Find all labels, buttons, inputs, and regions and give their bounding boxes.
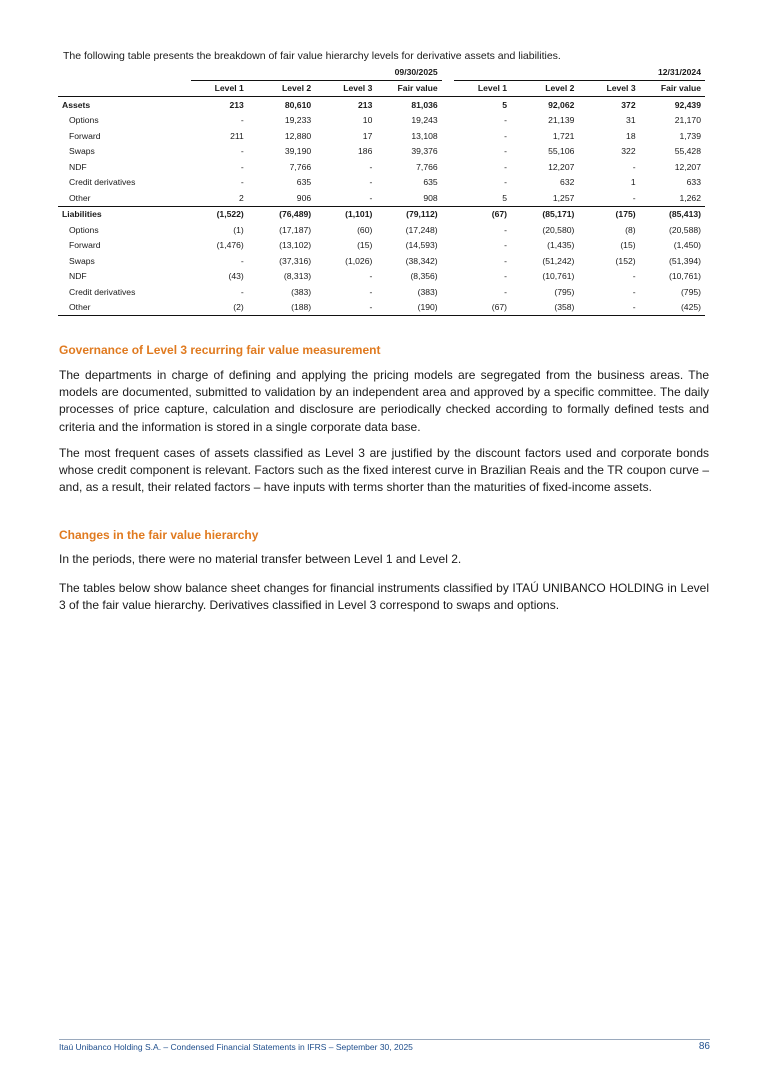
- table-cell: 213: [358, 99, 373, 110]
- column-header: Level 2: [248, 80, 315, 97]
- table-cell: -: [369, 286, 373, 297]
- table-cell: (85,413): [640, 206, 705, 222]
- table-cell: (17,187): [279, 224, 312, 235]
- table-cell: -: [578, 300, 639, 316]
- column-gap: [442, 253, 454, 269]
- table-cell: 81,036: [411, 99, 438, 110]
- table-cell: 10: [362, 115, 373, 126]
- table-cell: -: [504, 240, 508, 251]
- column-gap: [442, 128, 454, 144]
- table-cell: (2): [191, 300, 248, 316]
- table-cell: (1): [233, 224, 244, 235]
- footer-text: Itaú Unibanco Holding S.A. – Condensed Financial Statements in IFRS – September 30, 2025: [59, 1042, 413, 1052]
- table-cell: 635: [423, 177, 438, 188]
- table-cell: (152): [615, 255, 636, 266]
- table-cell: (795): [680, 286, 701, 297]
- table-cell: 39,190: [284, 146, 312, 157]
- table-cell: 19,243: [411, 115, 438, 126]
- table-row: [58, 206, 705, 222]
- table-row: [58, 128, 705, 144]
- table-cell: -: [240, 146, 244, 157]
- table-cell: -: [240, 286, 244, 297]
- column-gap: [442, 190, 454, 206]
- table-cell: -: [504, 177, 508, 188]
- table-cell: (20,588): [668, 224, 701, 235]
- table-cell: (14,593): [405, 240, 438, 251]
- table-cell: 635: [296, 177, 312, 188]
- table-cell: 7,766: [416, 161, 438, 172]
- table-cell: (8,356): [410, 271, 438, 282]
- table-cell: -: [504, 130, 508, 141]
- column-gap: [442, 300, 454, 316]
- table-cell: 211: [230, 130, 244, 141]
- table-cell: (85,171): [511, 206, 578, 222]
- column-header: Level 3: [578, 80, 639, 97]
- row-label: NDF: [69, 161, 87, 172]
- page-number: 86: [698, 1041, 710, 1052]
- table-cell: -: [240, 177, 244, 188]
- table-cell: (10,761): [668, 271, 701, 282]
- table-cell: (358): [511, 300, 578, 316]
- period-header-2: 12/31/2024: [454, 64, 705, 80]
- table-cell: (51,394): [668, 255, 701, 266]
- table-row: [58, 222, 705, 238]
- table-cell: 17: [362, 130, 373, 141]
- table-cell: 1,721: [552, 130, 575, 141]
- table-cell: (20,580): [542, 224, 575, 235]
- table-cell: (795): [554, 286, 575, 297]
- table-cell: 55,428: [674, 146, 701, 157]
- table-cell: 12,880: [284, 130, 312, 141]
- table-cell: 633: [686, 177, 701, 188]
- table-cell: (51,242): [542, 255, 575, 266]
- table-cell: -: [504, 286, 508, 297]
- table-cell: 632: [560, 177, 575, 188]
- governance-paragraph-2: The most frequent cases of assets classified as Level 3 are justified by the discount factors used and corporate bonds whose credit component is relevant. Factors such as the fixed interest curve in Brazilian Reais and the TR coupon curve – and, as a result, their related factors – have inputs with terms shorter than the maturities of fixed-income assets.: [59, 446, 709, 495]
- column-header: Level 2: [511, 80, 578, 97]
- table-cell: 92,439: [674, 99, 701, 110]
- table-cell: -: [504, 115, 508, 126]
- governance-paragraph-1: The departments in charge of defining and applying the pricing models are segregated from the business areas. The models are documented, submitted to validation by an independent area and approved by a specific committee. The daily processes of price capture, calculation and disclosure are periodically checked according to formally defined tests and criteria and the information is stored in a single corporate data base.: [59, 368, 709, 434]
- table-cell: 2: [239, 192, 244, 203]
- table-cell: 18: [626, 130, 636, 141]
- table-cell: 7,766: [289, 161, 312, 172]
- table-cell: -: [315, 300, 376, 316]
- table-cell: (17,248): [405, 224, 438, 235]
- table-row: [58, 238, 705, 254]
- table-cell: -: [632, 271, 636, 282]
- column-header: Level 1: [191, 80, 248, 97]
- table-cell: (67): [454, 300, 511, 316]
- table-cell: (10,761): [542, 271, 575, 282]
- table-cell: (79,112): [376, 206, 441, 222]
- table-intro: The following table presents the breakdown of fair value hierarchy levels for derivative assets and liabilities.: [63, 50, 561, 62]
- row-label: Forward: [69, 240, 101, 251]
- table-cell: (1,522): [191, 206, 248, 222]
- column-gap: [442, 159, 454, 175]
- table-row: [58, 284, 705, 300]
- row-label: Other: [69, 192, 91, 203]
- row-label: Forward: [69, 130, 101, 141]
- table-cell: (37,316): [279, 255, 312, 266]
- table-cell: 5: [502, 99, 508, 110]
- column-gap: [442, 97, 454, 113]
- table-cell: -: [504, 161, 508, 172]
- table-cell: 80,610: [284, 99, 312, 110]
- table-cell: 908: [423, 192, 438, 203]
- table-cell: (67): [454, 206, 511, 222]
- row-label: Credit derivatives: [69, 286, 136, 297]
- column-header: Fair value: [640, 80, 705, 97]
- footer-divider: [59, 1039, 710, 1040]
- table-cell: (188): [248, 300, 315, 316]
- table-cell: -: [240, 115, 244, 126]
- column-gap: [442, 284, 454, 300]
- row-label: Assets: [62, 99, 91, 110]
- column-header: Fair value: [376, 80, 441, 97]
- table-cell: (383): [291, 286, 312, 297]
- table-cell: (15): [357, 240, 373, 251]
- table-cell: 1,262: [679, 192, 701, 203]
- table-cell: -: [632, 286, 636, 297]
- governance-heading: Governance of Level 3 recurring fair value measurement: [59, 343, 381, 357]
- table-cell: (1,450): [673, 240, 701, 251]
- table-cell: -: [504, 146, 508, 157]
- table-cell: (13,102): [279, 240, 312, 251]
- table-cell: (76,489): [248, 206, 315, 222]
- row-label: Options: [69, 115, 99, 126]
- table-cell: 12,207: [674, 161, 701, 172]
- table-cell: 213: [229, 99, 244, 110]
- table-row: [58, 97, 705, 113]
- table-cell: -: [632, 161, 636, 172]
- table-cell: 186: [358, 146, 373, 157]
- table-cell: 39,376: [411, 146, 438, 157]
- table-row: [58, 300, 705, 316]
- table-cell: 906: [296, 192, 312, 203]
- changes-heading: Changes in the fair value hierarchy: [59, 528, 259, 542]
- column-gap: [442, 222, 454, 238]
- table-cell: 92,062: [548, 99, 575, 110]
- table-cell: 13,108: [411, 130, 438, 141]
- table-cell: 1,257: [552, 192, 575, 203]
- table-cell: -: [504, 271, 508, 282]
- table-cell: -: [369, 161, 373, 172]
- table-cell: -: [240, 161, 244, 172]
- table-cell: 1,739: [679, 130, 701, 141]
- table-cell: (1,435): [547, 240, 575, 251]
- column-gap: [442, 113, 454, 129]
- table-cell: -: [632, 192, 636, 203]
- table-row: [58, 175, 705, 191]
- row-label: Swaps: [69, 255, 95, 266]
- column-gap: [442, 175, 454, 191]
- table-row: [58, 113, 705, 129]
- table-cell: (43): [228, 271, 244, 282]
- table-cell: (15): [620, 240, 636, 251]
- table-cell: 21,139: [548, 115, 575, 126]
- table-cell: (425): [640, 300, 705, 316]
- table-body: [58, 97, 705, 316]
- table-cell: 5: [502, 192, 508, 203]
- table-row: [58, 253, 705, 269]
- column-gap: [442, 206, 454, 222]
- row-label: Other: [58, 300, 191, 316]
- table-cell: (8): [625, 224, 636, 235]
- table-cell: -: [504, 224, 508, 235]
- table-row: [58, 159, 705, 175]
- fair-value-hierarchy-table: [58, 64, 705, 316]
- table-cell: 19,233: [284, 115, 312, 126]
- table-row: [58, 144, 705, 160]
- column-header: Level 3: [315, 80, 376, 97]
- table-cell: 12,207: [548, 161, 575, 172]
- changes-paragraph-1: In the periods, there were no material transfer between Level 1 and Level 2.: [59, 552, 462, 566]
- row-label: Options: [69, 224, 99, 235]
- column-header: Level 1: [454, 80, 511, 97]
- table-cell: 31: [626, 115, 636, 126]
- column-gap: [442, 269, 454, 285]
- table-cell: (8,313): [283, 271, 312, 282]
- table-row: [58, 269, 705, 285]
- table-cell: 322: [621, 146, 636, 157]
- row-label: Liabilities: [58, 206, 191, 222]
- row-label: Swaps: [69, 146, 95, 157]
- table-cell: (38,342): [405, 255, 438, 266]
- table-cell: (60): [357, 224, 373, 235]
- table-cell: 1: [630, 177, 636, 188]
- table-cell: (383): [417, 286, 438, 297]
- table-cell: -: [504, 255, 508, 266]
- table-cell: (190): [376, 300, 441, 316]
- table-cell: (1,101): [315, 206, 376, 222]
- table-cell: (175): [578, 206, 639, 222]
- table-cell: -: [240, 255, 244, 266]
- changes-paragraph-2: The tables below show balance sheet changes for financial instruments classified by ITAÚ UNIBANCO HOLDING in Level 3 of the fair value hierarchy. Derivatives classified in Level 3 correspond to swaps and options.: [59, 581, 709, 613]
- table-cell: -: [369, 271, 373, 282]
- column-gap: [442, 238, 454, 254]
- column-gap: [442, 144, 454, 160]
- row-label: Credit derivatives: [69, 177, 136, 188]
- table-cell: 55,106: [548, 146, 575, 157]
- table-cell: 372: [621, 99, 636, 110]
- table-cell: (1,026): [345, 255, 373, 266]
- table-cell: -: [369, 192, 373, 203]
- row-label: NDF: [69, 271, 87, 282]
- table-cell: -: [369, 177, 373, 188]
- table-cell: 21,170: [674, 115, 701, 126]
- table-cell: (1,476): [216, 240, 244, 251]
- table-row: [58, 190, 705, 206]
- period-header-1: 09/30/2025: [191, 64, 442, 80]
